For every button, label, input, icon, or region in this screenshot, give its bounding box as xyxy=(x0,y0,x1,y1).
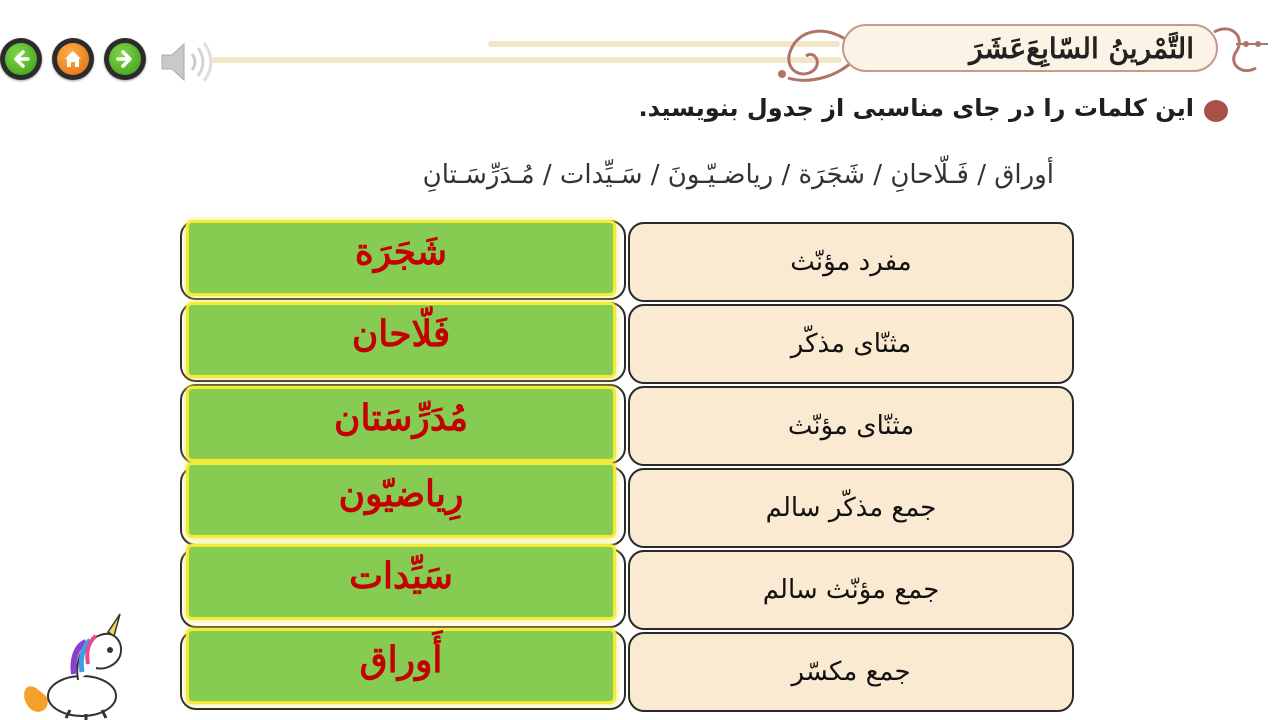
home-button[interactable] xyxy=(52,38,94,80)
answer-text: شَجَرَة xyxy=(354,231,448,273)
answer-box[interactable] xyxy=(186,628,616,704)
category-label: مفرد مؤنّث xyxy=(628,222,1074,302)
ornament-right xyxy=(1212,18,1272,88)
answer-box[interactable] xyxy=(186,386,616,462)
home-icon xyxy=(57,43,89,75)
answer-box[interactable] xyxy=(186,544,616,620)
answer-text: أَوراق xyxy=(359,639,443,681)
exercise-title: التَّمْرينُ السّابِعَ‌عَشَرَ xyxy=(969,31,1194,65)
arrow-left-icon xyxy=(5,43,37,75)
category-label: مثنّای مؤنّث xyxy=(628,386,1074,466)
answer-text: سَیِّدات xyxy=(349,555,453,597)
answer-box[interactable] xyxy=(186,220,616,296)
category-label: جمع مذکّر سالم xyxy=(628,468,1074,548)
answer-box[interactable] xyxy=(186,302,616,378)
answer-text: مُدَرِّسَتان xyxy=(334,397,468,439)
exercise-title-banner xyxy=(842,24,1218,72)
answer-box[interactable] xyxy=(186,462,616,538)
back-button[interactable] xyxy=(0,38,42,80)
instruction-text: این کلمات را در جای مناسبی از جدول بنویسید. xyxy=(638,94,1194,122)
bullet-dot xyxy=(1204,100,1228,122)
speaker-icon xyxy=(158,38,220,86)
word-bank: أوراق / فَـلّاحانِ / شَجَرَة / ریاضـیّـونَ / سَـیِّدات / مُـدَرِّسَـتانِ xyxy=(422,160,1054,190)
answer-text: رِیاضیّون xyxy=(338,473,464,515)
answer-text: فَلّاحان xyxy=(351,313,451,355)
arrow-right-icon xyxy=(109,43,141,75)
category-label: جمع مؤنّث سالم xyxy=(628,550,1074,630)
speaker-button[interactable] xyxy=(158,38,220,86)
unicorn-mascot xyxy=(16,610,128,720)
ornament-left xyxy=(768,14,854,90)
forward-button[interactable] xyxy=(104,38,146,80)
title-decor-line xyxy=(212,57,842,63)
category-label: مثنّای مذکّر xyxy=(628,304,1074,384)
category-label: جمع مکسّر xyxy=(628,632,1074,712)
